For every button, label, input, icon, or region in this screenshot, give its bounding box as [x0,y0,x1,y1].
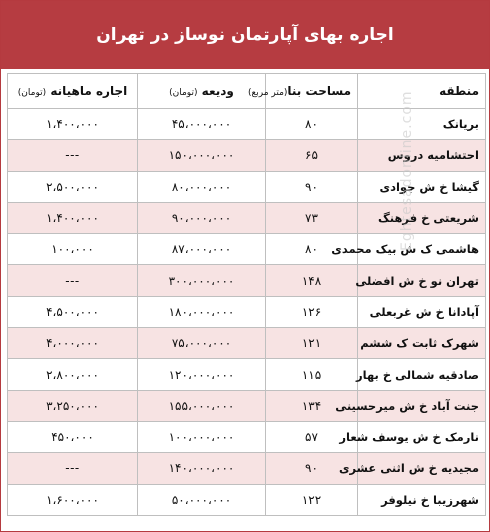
cell-region: شهرک ثابت ک ششم [358,328,486,359]
cell-rent: ۱،۶۰۰،۰۰۰ [8,484,138,515]
cell-deposit: ۴۵،۰۰۰،۰۰۰ [138,109,266,140]
cell-region: شهرزیبا خ نیلوفر [358,484,486,515]
cell-area: ۱۱۵ [266,359,358,390]
cell-deposit: ۱۲۰،۰۰۰،۰۰۰ [138,359,266,390]
cell-area: ۱۲۱ [266,328,358,359]
table-row [8,390,486,421]
cell-rent: ۴،۰۰۰،۰۰۰ [8,328,138,359]
cell-rent: ۳،۲۵۰،۰۰۰ [8,390,138,421]
header-rent-unit: (تومان) [17,88,47,98]
header-area-unit: (متر مربع) [247,88,288,98]
cell-deposit: ۵۰،۰۰۰،۰۰۰ [138,484,266,515]
cell-deposit: ۸۷،۰۰۰،۰۰۰ [138,234,266,265]
cell-rent: ۴۵۰،۰۰۰ [8,421,138,452]
cell-region: بریانک [358,109,486,140]
cell-deposit: ۳۰۰،۰۰۰،۰۰۰ [138,265,266,296]
table-row [8,453,486,484]
cell-area: ۱۴۸ [266,265,358,296]
header-deposit: ودیعه (تومان) [138,74,266,109]
cell-area: ۸۰ [266,234,358,265]
cell-area: ۱۳۴ [266,390,358,421]
header-area: مساحت بنا(متر مربع) [266,74,358,109]
cell-deposit: ۱۵۵،۰۰۰،۰۰۰ [138,390,266,421]
cell-area: ۱۲۲ [266,484,358,515]
table-row [8,359,486,390]
header-deposit-unit: (تومان) [169,88,198,98]
cell-area: ۸۰ [266,109,358,140]
cell-area: ۹۰ [266,453,358,484]
header-rent: اجاره ماهیانه (تومان) [8,74,138,109]
cell-region: گیشا خ ش جوادی [358,171,486,202]
table-row [8,421,486,452]
table-row [8,296,486,327]
cell-rent: ۱،۴۰۰،۰۰۰ [8,109,138,140]
table-row [8,484,486,515]
cell-area: ۶۵ [266,140,358,171]
cell-rent: ۲،۵۰۰،۰۰۰ [8,171,138,202]
cell-deposit: ۷۵،۰۰۰،۰۰۰ [138,328,266,359]
cell-area: ۱۲۶ [266,296,358,327]
cell-region: آپادانا خ ش غربعلی [358,296,486,327]
table-row [8,265,486,296]
cell-deposit: ۱۵۰،۰۰۰،۰۰۰ [138,140,266,171]
cell-rent: ۲،۸۰۰،۰۰۰ [8,359,138,390]
cell-area: ۹۰ [266,171,358,202]
cell-deposit: ۱۸۰،۰۰۰،۰۰۰ [138,296,266,327]
table-row [8,328,486,359]
cell-rent: ۴،۵۰۰،۰۰۰ [8,296,138,327]
cell-rent: --- [8,453,138,484]
page-title [1,1,489,69]
cell-region: شریعتی خ فرهنگ [358,202,486,233]
cell-deposit: ۹۰،۰۰۰،۰۰۰ [138,202,266,233]
cell-region: هاشمی ک ش بیک محمدی [358,234,486,265]
cell-rent: --- [8,140,138,171]
cell-rent: ۱،۴۰۰،۰۰۰ [8,202,138,233]
cell-region: تهران نو خ ش افضلی [358,265,486,296]
cell-region: مجیدیه خ ش اثنی عشری [358,453,486,484]
cell-region: احتشامیه دروس [358,140,486,171]
header-region: منطقه [358,74,486,109]
cell-rent: ۱۰۰،۰۰۰ [8,234,138,265]
site-watermark: Eghtesadonline.com [399,90,415,251]
cell-deposit: ۸۰،۰۰۰،۰۰۰ [138,171,266,202]
cell-deposit: ۱۰۰،۰۰۰،۰۰۰ [138,421,266,452]
cell-deposit: ۱۴۰،۰۰۰،۰۰۰ [138,453,266,484]
cell-area: ۵۷ [266,421,358,452]
cell-region: جنت آباد خ ش میرحسینی [358,390,486,421]
cell-region: نارمک خ ش یوسف شعار [358,421,486,452]
cell-region: صادقیه شمالی خ بهار [358,359,486,390]
cell-area: ۷۳ [266,202,358,233]
cell-rent: --- [8,265,138,296]
page-title-text: اجاره بهای آپارتمان نوساز در تهران [96,25,394,45]
